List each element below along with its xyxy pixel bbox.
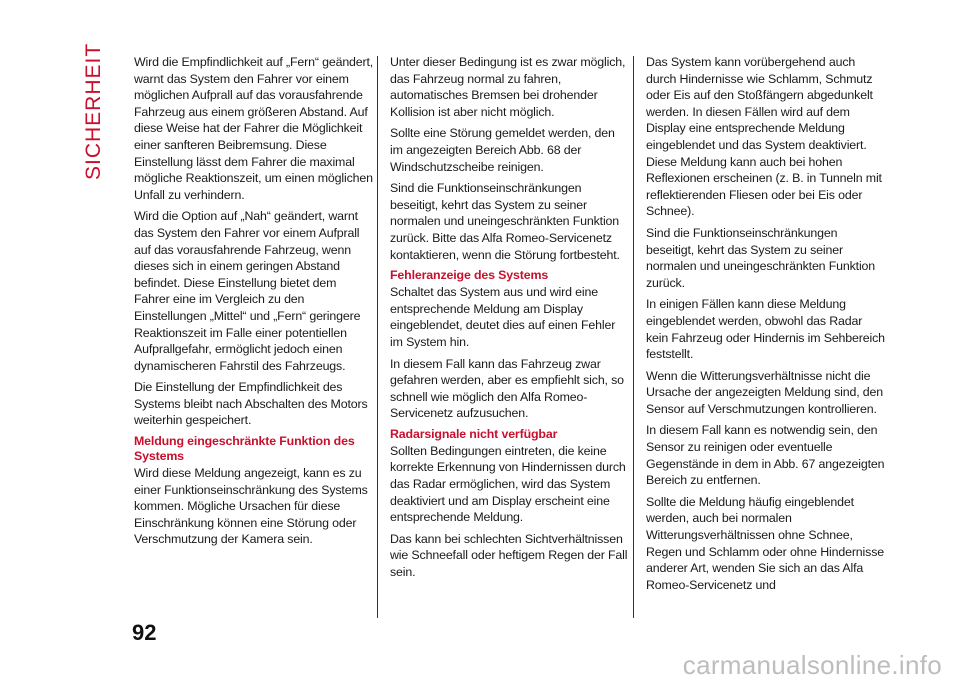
column-divider — [633, 56, 634, 618]
paragraph: In einigen Fällen kann diese Meldung eingeblendet werden, obwohl das Radar kein Fahrzeug oder Hindernis im Sehbereich feststellt. — [646, 297, 885, 362]
paragraph: Das kann bei schlechten Sichtverhältnissen wie Schneefall oder heftigem Regen der Fall sein. — [390, 531, 628, 580]
paragraph: In diesem Fall kann das Fahrzeug zwar gefahren werden, aber es empfiehlt sich, so schnell wie möglich den Alfa Romeo-Servicenetz aufzusuchen. — [390, 356, 624, 421]
paragraph: Sollte die Meldung häufig eingeblendet werden, auch bei normalen Witterungsverhältnissen ohne Schnee, Regen und Schlamm oder ohne Hindernisse anderer Art, wenden Sie sich an das Alfa Romeo-Servicenetz und — [646, 494, 884, 592]
paragraph: Das System kann vorübergehend auch durch Hindernisse wie Schlamm, Schmutz oder Eis auf den Stoßfängern abgedunkelt werden. In diesen Fällen wird auf dem Display eine entsprechende Meldung eingeblendet und das System deaktiviert. Diese Meldung kann auch bei hohen Reflexionen erscheinen (z. B. in Tunneln mit reflektierenden Fliesen oder bei Eis oder Schnee). — [646, 55, 882, 219]
paragraph: In diesem Fall kann es notwendig sein, den Sensor zu reinigen oder eventuelle Gegenstände in dem in Abb. 67 angezeigten Bereich zu entfernen. — [646, 423, 885, 488]
paragraph: Sollten Bedingungen eintreten, die keine korrekte Erkennung von Hindernissen durch das Radar ermöglichen, wird das System deaktiviert und am Display erscheint eine entsprechende Meldung. — [390, 443, 626, 525]
paragraph: Sind die Funktionseinschränkungen beseitigt, kehrt das System zu seiner normalen und uneingeschränkten Funktion zurück. — [646, 225, 876, 290]
paragraph: Unter dieser Bedingung ist es zwar möglich, das Fahrzeug normal zu fahren, automatisches Bremsen bei drohender Kollision ist aber nicht möglich. — [390, 55, 626, 119]
paragraph: Sollte eine Störung gemeldet werden, den im angezeigten Bereich Abb. 68 der Windschutzscheibe reinigen. — [390, 126, 615, 174]
section-title-text: SICHERHEIT — [82, 42, 105, 180]
text-column-3 — [646, 54, 886, 598]
watermark: carmanualsonline.info — [682, 650, 942, 680]
column-divider — [377, 56, 378, 618]
paragraph: Schaltet das System aus und wird eine entsprechende Meldung am Display eingeblendet, deutet dies auf einen Fehler im System hin. — [390, 285, 616, 349]
paragraph: Wenn die Witterungsverhältnisse nicht die Ursache der angezeigten Meldung sind, den Sensor auf Verschmutzungen kontrollieren. — [646, 368, 884, 416]
page-number: 92 — [132, 620, 157, 645]
paragraph: Sind die Funktionseinschränkungen beseitigt, kehrt das System zu seiner normalen und uneingeschränkten Funktion zurück. Bitte das Alfa Romeo-Servicenetz kontaktieren, wenn die Störung fortbesteht. — [390, 181, 620, 262]
section-title — [80, 42, 105, 182]
text-column-2 — [390, 54, 630, 586]
section-heading: Fehleranzeige des Systems — [390, 268, 549, 283]
section-heading: Meldung eingeschränkte Funktion des Systems — [134, 434, 355, 464]
paragraph: Wird die Empfindlichkeit auf „Fern“ geändert, warnt das System den Fahrer vor einem möglichen Aufprall auf das vorausfahrende Fahrzeug aus einem größeren Abstand. Auf diese Weise hat der Fahrer die Möglichkeit einer sanfteren Beibremsung. Diese Einstellung lässt dem Fahrer die maximal mögliche Reaktionszeit, um einen möglichen Unfall zu verhindern. — [134, 55, 374, 202]
section-heading: Radarsignale nicht verfügbar — [390, 426, 558, 441]
text-column-1 — [134, 54, 374, 553]
paragraph: Die Einstellung der Empfindlichkeit des Systems bleibt nach Abschalten des Motors weiterhin gespeichert. — [134, 380, 368, 428]
paragraph: Wird die Option auf „Nah“ geändert, warnt das System den Fahrer vor einem Aufprall auf das vorausfahrende Fahrzeug, wenn dieses sich in einem geringen Abstand befindet. Diese Einstellung bietet dem Fahrer eine im Vergleich zu den Einstellungen „Mittel“ und „Fern“ geringere Reaktionszeit im Falle einer potentiellen Aufprallgefahr, ermöglicht jedoch einen dynamischeren Fahrstil des Fahrzeugs. — [134, 209, 361, 373]
paragraph: Wird diese Meldung angezeigt, kann es zu einer Funktionseinschränkung des Systems kommen. Mögliche Ursachen für diese Einschränkung können eine Störung oder Verschmutzung der Kamera sein. — [134, 466, 368, 547]
